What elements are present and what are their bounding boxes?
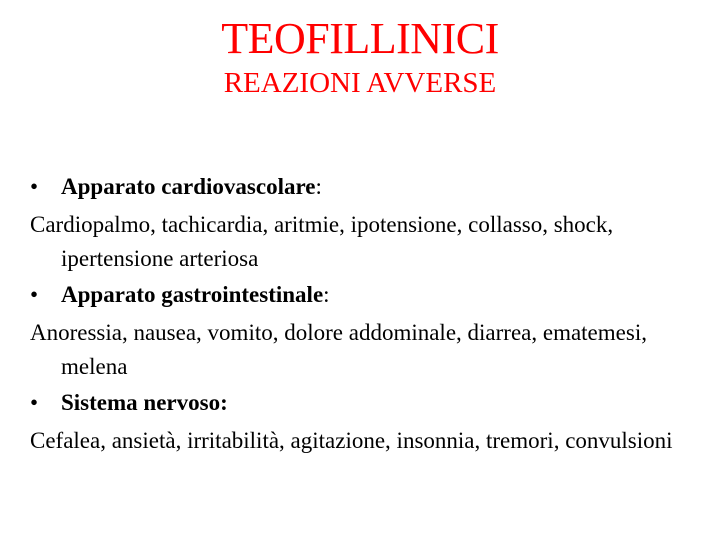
section-gastrointestinal bbox=[0, 278, 720, 384]
section-description: Anoressia, nausea, vomito, dolore addominale, diarrea, ematemesi, melena bbox=[30, 320, 647, 379]
bullet-heading bbox=[61, 170, 322, 204]
slide-title: TEOFILLINICI bbox=[221, 14, 499, 63]
bullet-item bbox=[0, 278, 720, 314]
heading-bold: Apparato gastrointestinale bbox=[61, 282, 324, 307]
heading-bold: Sistema nervoso: bbox=[61, 390, 228, 415]
bullet-icon: • bbox=[30, 174, 39, 199]
bullet-icon: • bbox=[30, 282, 39, 307]
heading-suffix: : bbox=[315, 174, 322, 199]
bullet-item bbox=[0, 170, 720, 206]
bullet-icon: • bbox=[30, 390, 39, 415]
section-nervous-system bbox=[0, 386, 720, 458]
slide-content bbox=[0, 170, 720, 460]
heading-bold: Apparato cardiovascolare bbox=[61, 174, 316, 199]
slide-subtitle: REAZIONI AVVERSE bbox=[223, 67, 497, 99]
bullet-heading bbox=[61, 386, 228, 420]
heading-suffix: : bbox=[323, 282, 330, 307]
section-cardiovascular bbox=[0, 170, 720, 276]
section-description: Cardiopalmo, tachicardia, aritmie, ipotensione, collasso, shock, ipertensione arteriosa bbox=[30, 212, 614, 271]
bullet-item bbox=[0, 386, 720, 422]
bullet-heading bbox=[61, 278, 330, 312]
section-description: Cefalea, ansietà, irritabilità, agitazione, insonnia, tremori, convulsioni bbox=[30, 428, 673, 453]
